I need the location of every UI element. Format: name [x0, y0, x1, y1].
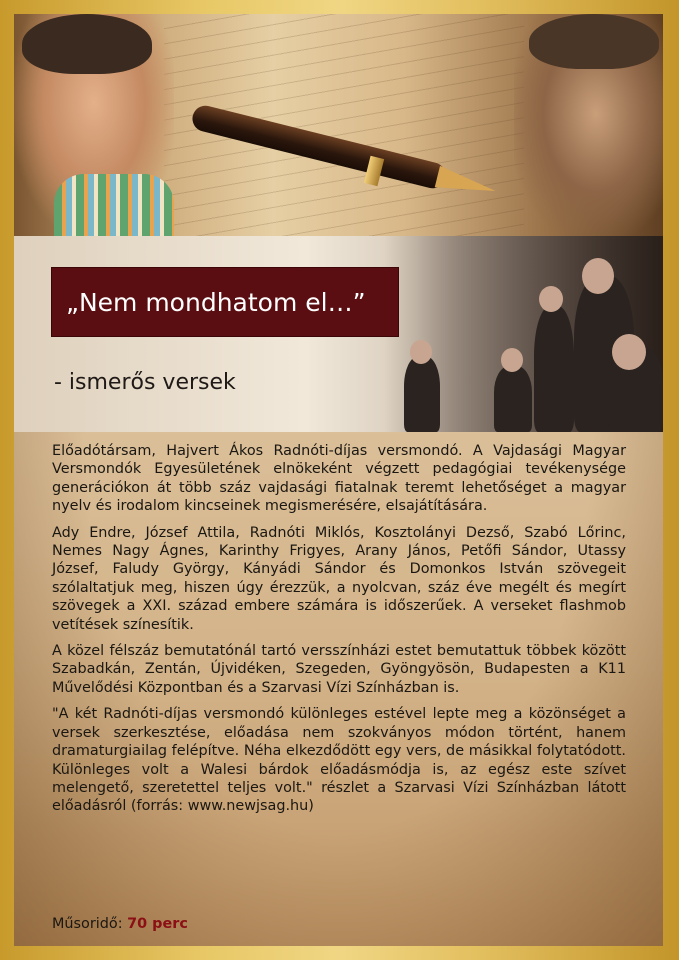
duration-value: 70 perc — [127, 916, 188, 932]
poster-subtitle: - ismerős versek — [54, 370, 236, 395]
poster — [14, 14, 663, 946]
poster-title: „Nem mondhatom el…” — [66, 287, 366, 317]
description-text — [52, 442, 626, 824]
right-portrait-image — [514, 14, 663, 236]
paragraph-venues: A közel félszáz bemutatónál tartó versszínházi estet bemutattuk többek között Szabadkán, Zentán, Újvidéken, Szegeden, Gyöngyösön, Budapesten a K11 Művelődési Központban és a Szarvasi Vízi Színházban is. — [52, 643, 626, 696]
performers-photo — [384, 236, 663, 432]
left-portrait-image — [14, 14, 174, 236]
duration-line — [52, 916, 188, 932]
title-banner — [14, 236, 663, 432]
title-box — [52, 268, 398, 336]
paragraph-quote: "A két Radnóti-díjas versmondó különleges estével lepte meg a közönséget a versek szerkesztése, előadása nem szokványos módon történt, hanem dramaturgiailag felépítve. Néha elkezdődött egy vers, de másikkal folytatódott. Különleges volt a Walesi bárdok előadásmódja is, az egész este szívet melengető, szeretettel teljes volt." részlet a Szarvasi Vízi Színházban látott előadásról (forrás: www.newjsag.hu) — [52, 706, 626, 815]
paragraph-intro: Előadótársam, Hajvert Ákos Radnóti-díjas versmondó. A Vajdasági Magyar Versmondók Egyesületének elnökeként végzett pedagógiai tevékenysége generációkon át több száz vajdasági fiatalnak teremt lehetőséget a magyar nyelv és irodalom kincseinek megismerésére, elsajátítására. — [52, 443, 626, 515]
top-photo-banner — [14, 14, 663, 236]
duration-label: Műsoridő: — [52, 916, 123, 932]
paragraph-poets: Ady Endre, József Attila, Radnóti Miklós, Kosztolányi Dezső, Szabó Lőrinc, Nemes Nagy Ágnes, Karinthy Frigyes, Arany János, Petőfi Sándor, Utassy József, Faludy György, Kányádi Sándor és Domonkos István szövegeit szólaltatjuk meg, hiszen úgy érezzük, a nyolcvan, száz éve megélt és megírt szövegek a XXI. század embere számára is időszerűek. A verseket flashmob vetítések színesítik. — [52, 524, 626, 633]
